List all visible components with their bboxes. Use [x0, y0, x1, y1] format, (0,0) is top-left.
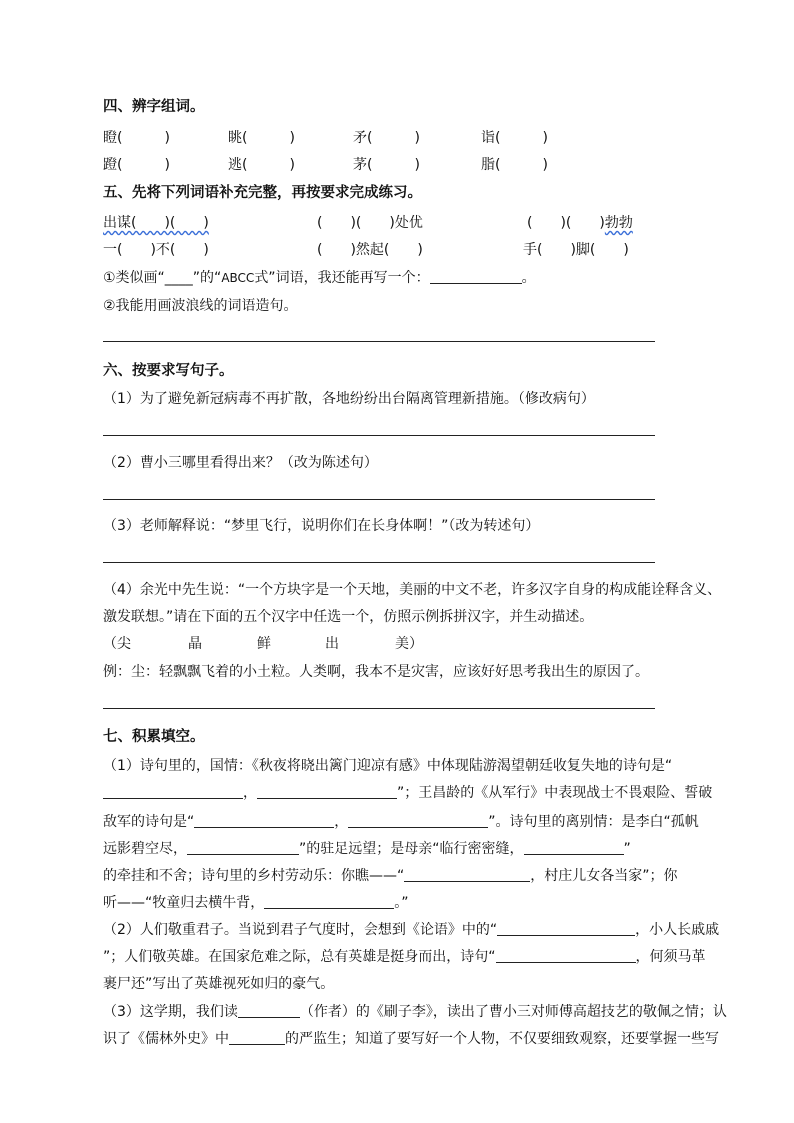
answer-blank[interactable]: [404, 867, 530, 882]
answer-blank[interactable]: [229, 1030, 285, 1045]
s6-question-3: （3）老师解释说：“梦里飞行，说明你们在长身体啊！”（改为转述句）: [103, 518, 540, 534]
answer-blank[interactable]: [238, 1003, 300, 1018]
s5-idiom: 手( )脚( ): [523, 242, 629, 258]
s6-question-4-line-2: 激发联想。”请在下面的五个汉字中任选一个，仿照示例拆拼汉字，并生动描述。: [103, 609, 594, 625]
s4-item: 脂( ): [481, 157, 548, 173]
answer-blank[interactable]: [524, 840, 624, 855]
s7-q1-line-4: 远影碧空尽， ”的驻足远望；是母亲“临行密密缝， ”: [103, 841, 631, 857]
s6-choice: 美）: [395, 636, 423, 652]
section-7-title: 七、积累填空。: [103, 729, 205, 745]
s4-item: 茅( ): [353, 157, 420, 173]
s6-choice: 出: [325, 636, 339, 652]
s5-wavy-word: 出谋( )( ): [103, 215, 209, 231]
section-4-title: 四、辨字组词。: [103, 99, 205, 115]
answer-blank[interactable]: [497, 921, 635, 936]
answer-blank[interactable]: [264, 894, 394, 909]
answer-blank[interactable]: [348, 813, 488, 828]
answer-line[interactable]: [103, 562, 655, 563]
s4-item: 诣( ): [481, 130, 548, 146]
s7-q2-line-2: ”；人们敬英雄。在国家危难之际，总有英雄是挺身而出，诗句“ ，何须马革: [103, 949, 706, 965]
s5-idiom: ( )然起( ): [317, 242, 423, 258]
s5-row-1: [103, 213, 673, 233]
answer-blank[interactable]: [187, 840, 299, 855]
s5-wavy-word: 勃勃: [604, 215, 633, 231]
answer-line[interactable]: [103, 708, 655, 709]
s5-idiom: ( )( )勃勃: [527, 215, 633, 231]
s7-q1-line-5: 的牵挂和不舍；诗句里的乡村劳动乐：你瞧——“ ，村庄儿女各当家”；你: [103, 868, 678, 884]
s5-question-1: ①类似画“____”的“ABCC式”词语，我还能再写一个： 。: [103, 270, 536, 286]
s4-row-1: [103, 128, 663, 148]
s5-row-2: [103, 240, 673, 260]
s5-idiom: ( )( )处优: [317, 215, 423, 231]
s4-item: 眺( ): [228, 130, 295, 146]
s6-choice: （尖: [103, 636, 131, 652]
s7-q1-line-2: ， ”；王昌龄的《从军行》中表现战士不畏艰险、誓破: [103, 783, 712, 803]
answer-blank[interactable]: [194, 813, 334, 828]
s4-item: 蹬( ): [103, 157, 170, 173]
s7-q1-line-1: （1）诗句里的，国情：《秋夜将晓出篱门迎凉有感》中体现陆游渴望朝廷收复失地的诗句是“: [103, 758, 673, 774]
s5-idiom-wavy: [103, 213, 209, 233]
answer-line[interactable]: [103, 435, 655, 436]
answer-line[interactable]: [103, 499, 655, 500]
s7-q1-line-6: 听——“牧童归去横牛背， 。”: [103, 895, 409, 911]
section-5-title: 五、先将下列词语补充完整，再按要求完成练习。: [103, 185, 422, 201]
s6-question-1: （1）为了避免新冠病毒不再扩散，各地纷纷出台隔离管理新措施。（修改病句）: [103, 391, 595, 407]
answer-blank[interactable]: [496, 948, 636, 963]
s6-question-4-line-1: （4）余光中先生说：“一个方块字是一个天地，美丽的中文不老，许多汉字自身的构成能诠释含义、: [103, 582, 722, 598]
s5-question-2: ②我能用画波浪线的词语造句。: [103, 298, 298, 314]
s7-q1-line-3: 敌军的诗句是“ ， ”。诗句里的离别情：是李白“孤帆: [103, 814, 699, 830]
answer-blank[interactable]: [257, 784, 397, 799]
s6-question-2: （2）曹小三哪里看得出来？（改为陈述句）: [103, 455, 378, 471]
s7-q2-line-1: （2）人们敬重君子。当说到君子气度时，会想到《论语》中的“ ，小人长戚戚: [103, 922, 720, 938]
answer-line[interactable]: [103, 341, 655, 342]
s7-q3-line-2: 识了《儒林外史》中 的严监生；知道了要写好一个人物，不仅要细致观察，还要掌握一些写: [103, 1031, 719, 1047]
s6-example: 例：尘：轻飘飘飞着的小土粒。人类啊，我本不是灾害，应该好好思考我出生的原因了。: [103, 664, 649, 680]
s6-character-choices: [103, 634, 433, 654]
answer-blank[interactable]: [430, 269, 522, 284]
s6-choice: 鲜: [257, 636, 271, 652]
s7-q3-line-1: （3）这学期，我们读 （作者）的《刷子李》，读出了曹小三对师傅高超技艺的敬佩之情；认: [103, 1004, 727, 1020]
answer-blank[interactable]: [103, 784, 243, 799]
section-6-title: 六、按要求写句子。: [103, 363, 234, 379]
s4-item: 瞪( ): [103, 130, 170, 146]
s7-q2-line-3: 裹尸还”写出了英雄视死如归的豪气。: [103, 976, 335, 992]
s6-choice: 晶: [188, 636, 202, 652]
s4-row-2: [103, 155, 663, 175]
s4-item: 逃( ): [228, 157, 295, 173]
s5-idiom: 一( )不( ): [103, 242, 209, 258]
s4-item: 矛( ): [353, 130, 420, 146]
